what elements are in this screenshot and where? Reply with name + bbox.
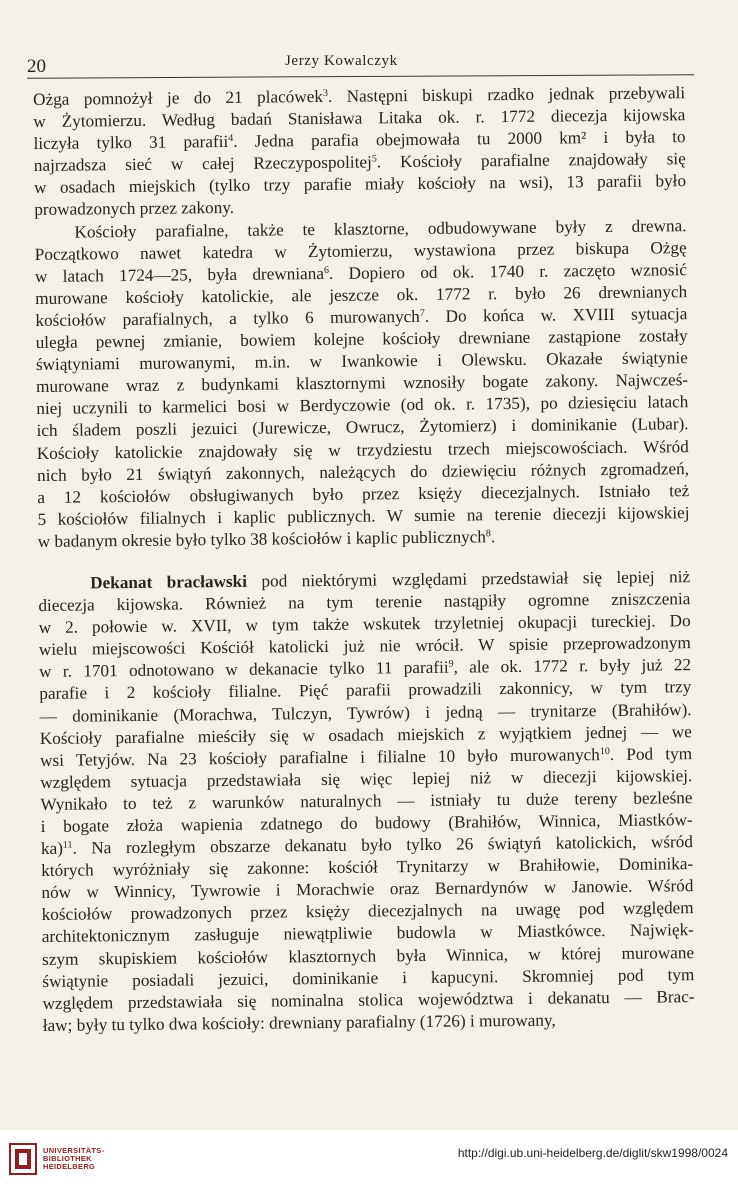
line-text: i bogate złoża wapienia zdatnego do budowy (Brahiłów, Winnica, Miastków-	[40, 810, 693, 836]
body-text	[33, 82, 695, 1037]
footer-bar	[0, 1130, 738, 1188]
line-text: uległa pewnej zmianie, bowiem kolejne kościoły drewniane zastąpione zostały	[35, 326, 688, 353]
line-text: ka)	[40, 838, 64, 859]
footnote-ref[interactable]: 11	[62, 839, 73, 851]
line-text: w 2. połowie w. XVII, w tym także wskutek trzyletniej okupacji tureckiej. Do	[38, 611, 691, 638]
logo-line-1: UNIVERSITÄTS-	[43, 1146, 105, 1155]
line-text: których wyróżniały się zakonne: kościół Trynitarzy w Brahiłowie, Dominika-	[41, 854, 694, 881]
line-text: względem przedstawiała się nominalna stolica województwa i dekanatu — Brac-	[42, 986, 695, 1013]
line-text: w Żytomierzu. Według badań Stanisława Litaka ok. r. 1772 diecezja kijowska	[33, 105, 686, 132]
line-text: niej uczynili to karmelici bosi w Berdyczowie (od ok. r. 1735), po dziesięciu latach	[36, 392, 689, 419]
library-logo-text	[43, 1147, 104, 1171]
line-text: Kościoły parafialne mieściły się w osadach miejskich z wyjątkiem jednej — we	[39, 721, 692, 748]
footnote-ref[interactable]: 10	[599, 745, 610, 757]
line-text: nów w Winnicy, Tywrowie i Morachwie oraz Bernardynów w Janowie. Wśród	[41, 876, 694, 903]
line-text: diecezja kijowska. Również na tym terenie nastąpiły ogromne zniszczenia	[38, 589, 691, 616]
line-text: ław; były tu tylko dwa kościoły: drewniany parafialny (1726) i murowany,	[42, 1010, 556, 1035]
university-library-logo-icon	[8, 1142, 38, 1176]
line-text: w badanym okresie było tylko 38 kościołów i kaplic publicznych	[37, 527, 487, 551]
header-rule	[27, 74, 694, 78]
footnote-ref[interactable]: 4	[228, 133, 234, 145]
line-text: — dominikanie (Morachwa, Tulczyn, Tywrów) i jedną — trynitarze (Brahiłów).	[39, 699, 692, 726]
line-text: Wynikało to też z warunków naturalnych — istniały tu duże tereny bezleśne	[40, 788, 693, 814]
logo-line-2: BIBLIOTHEK	[43, 1154, 92, 1163]
line-text: w latach 1724—25, była drewniana	[34, 263, 325, 286]
line-text: . Dopiero od ok. 1740 r. zaczęto wznosić	[328, 259, 688, 283]
line-text: Początkowo nawet katedra w Żytomierzu, wystawiona przez biskupa Ożgę	[34, 237, 687, 264]
line-text: . Pod tym	[609, 743, 693, 764]
page-header	[27, 53, 694, 77]
line-text: murowane wraz z budynkami klasztornymi wznosiły bogate zakony. Najwcześ-	[36, 370, 689, 397]
footnote-ref[interactable]: 3	[322, 87, 328, 99]
line-text: ich śladem poszli jezuici (Jurewicze, Owrucz, Żytomierz) i dominikanie (Lubar).	[36, 414, 689, 441]
line-text: murowane kościoły katolickie, ale jeszcze ok. 1772 r. było 26 drewnianych	[35, 282, 688, 308]
line-text: . Do końca w. XVIII sytuacja	[424, 304, 688, 326]
line-text: Kościoły katolickie znajdowały się w trzydziestu trzech miejscowościach. Wśród	[36, 436, 689, 463]
line-text: pod niektórymi względami przedstawiał się lepiej niż	[246, 567, 691, 591]
line-text: wsi Tetyjów. Na 23 kościoły parafialne i filialne 10 było murowanych	[39, 744, 600, 770]
page-number: 20	[27, 56, 46, 77]
digital-library-url-link[interactable]: http://digi.ub.uni-heidelberg.de/diglit/skw1998/0024	[457, 1146, 728, 1160]
logo-line-3: HEIDELBERG	[43, 1162, 96, 1171]
line-text: świątyniami murowanymi, m.in. w Iwankowie i Olewsku. Okazałe świątynie	[35, 348, 688, 375]
line-text: Ożga pomnożył je do 21 placówek	[33, 86, 324, 109]
line-text: szym skupiskiem kościołów klasztornych była Winnica, w której murowane	[42, 942, 695, 969]
line-text: parafie i 2 kościoły filialne. Pięć parafii prowadzili zakonnicy, w tym trzy	[39, 677, 692, 704]
paragraph-3	[38, 566, 695, 1037]
line-text: architektonicznym zasługuje niewątpliwie budowla w Miastkówce. Najwięk-	[41, 920, 694, 947]
line-text: kościołów prowadzonych przez księży diecezjalnych na uwagę pod względem	[41, 898, 694, 925]
section-heading: Dekanat bracławski	[90, 571, 248, 593]
footnote-ref[interactable]: 6	[323, 264, 330, 276]
line-text: względem sytuacja przedstawiała się więc lepiej niż w diecezji kijowskiej.	[40, 765, 693, 792]
line-text: prowadzonych przez zakony.	[34, 198, 235, 220]
line-text: . Na rozległym obszarze dekanatu było tylko 26 świątyń katolickich, wśród	[72, 832, 694, 858]
footnote-ref[interactable]: 7	[419, 307, 425, 319]
paragraph-2	[34, 215, 689, 553]
line-text: 5 kościołów filialnych i kaplic publicznych. W sumie na terenie diecezji kijowskiej	[37, 502, 690, 529]
line-text: , ale ok. 1772 r. były już 22	[453, 655, 692, 677]
paragraph-1	[33, 82, 686, 221]
line-text: .	[490, 527, 496, 547]
line-text: a 12 kościołów obsługiwanych było przez księży diecezjalnych. Istniało też	[37, 480, 690, 507]
footnote-ref[interactable]: 8	[485, 528, 491, 540]
line-text: świątynie posiadali jezuici, dominikanie i kapucyni. Skromniej pod tym	[42, 964, 695, 991]
line-text: najrzadsza sieć w całej Rzeczypospolitej	[33, 152, 372, 176]
line-text: wielu miejscowości Kościół katolicki już nie wrócił. W spisie przeprowadzonym	[38, 633, 691, 660]
line-text: . Następni biskupi rzadko jednak przebywali	[327, 83, 686, 106]
line-text: w r. 1701 odnotowano w dekanacie tylko 11 parafii	[39, 658, 449, 682]
footnote-ref[interactable]: 9	[448, 658, 454, 671]
line-text: Kościoły parafialne, także te klasztorne, odbudowywane były z drewna.	[74, 215, 687, 242]
line-text: w osadach miejskich (tylko trzy parafie miały kościoły na wsi), 13 parafii było	[33, 171, 687, 198]
line-text: . Kościoły parafialne znajdowały się	[376, 149, 686, 172]
line-text: . Jedna parafia obejmowała tu 2000 km² i była to	[233, 127, 686, 152]
footnote-ref[interactable]: 5	[371, 153, 377, 165]
line-text: liczyła tylko 31 parafii	[33, 132, 229, 154]
running-head: Jerzy Kowalczyk	[285, 53, 398, 69]
line-text: nich było 21 świątyń zakonnych, należących do dziewięciu różnych zgromadzeń,	[36, 458, 690, 485]
line-text: kościołów parafialnych, a tylko 6 murowanych	[35, 306, 420, 330]
